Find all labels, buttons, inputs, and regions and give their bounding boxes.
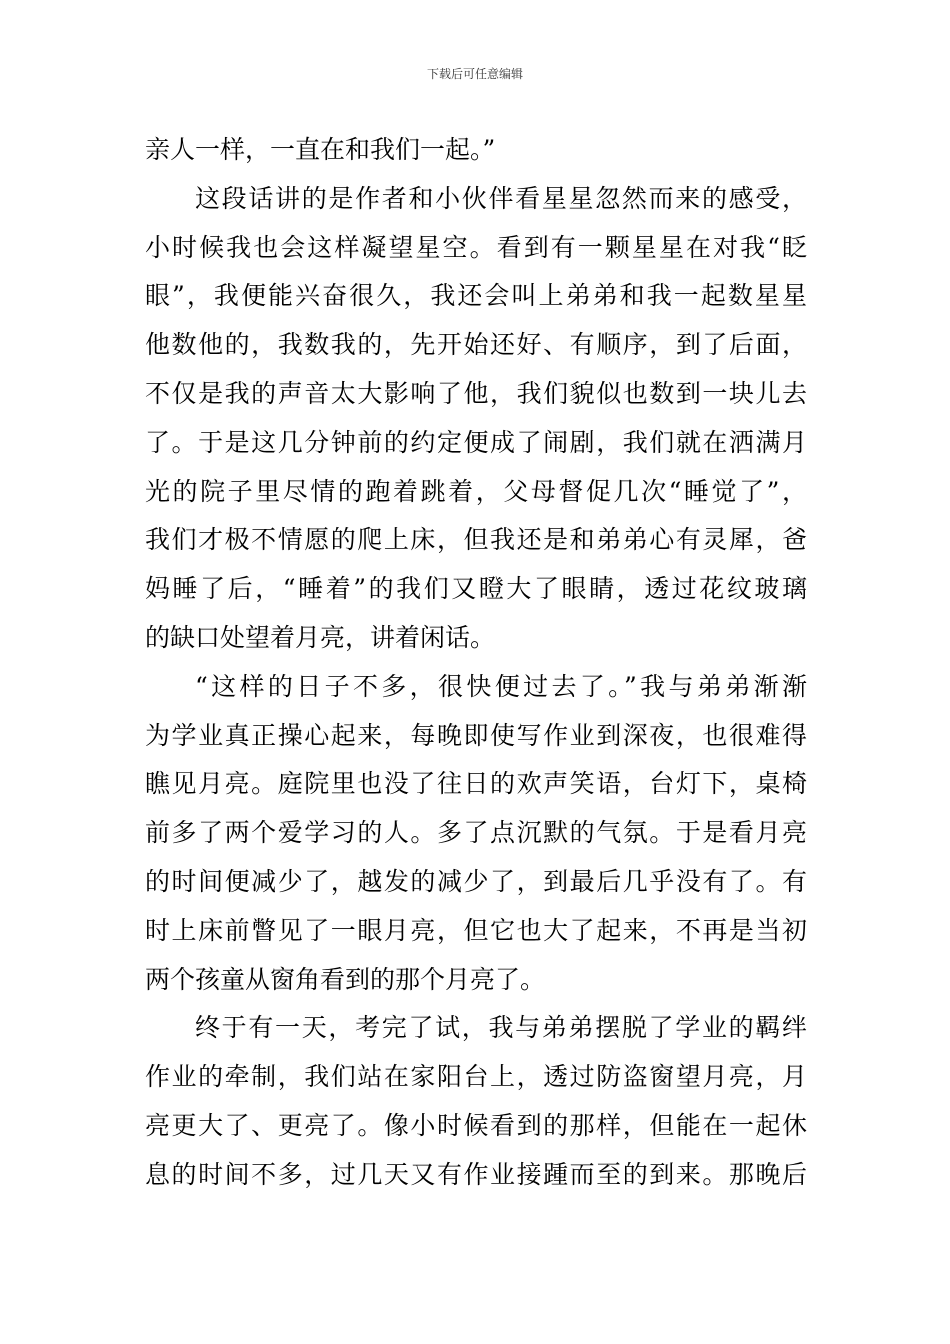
text-line: 小时候我也会这样凝望星空。看到有一颗星星在对我“眨: [145, 232, 807, 262]
text-line: 时上床前瞥见了一眼月亮，但它也大了起来，不再是当初: [145, 915, 807, 945]
body-text: [145, 126, 807, 1200]
text-line: 前多了两个爱学习的人。多了点沉默的气氛。于是看月亮: [145, 818, 807, 848]
text-line: 光的院子里尽情的跑着跳着，父母督促几次“睡觉了”，: [145, 476, 807, 506]
text-line: 两个孩童从窗角看到的那个月亮了。: [145, 964, 546, 994]
text-line: 为学业真正操心起来，每晚即使写作业到深夜，也很难得: [145, 720, 807, 750]
text-line: 亮更大了、更亮了。像小时候看到的那样，但能在一起休: [145, 1110, 807, 1140]
text-line: 不仅是我的声音太大影响了他，我们貌似也数到一块儿去: [145, 378, 807, 408]
text-line: 的时间便减少了，越发的减少了，到最后几乎没有了。有: [145, 866, 807, 896]
text-line: 妈睡了后，“睡着”的我们又瞪大了眼睛，透过花纹玻璃: [145, 574, 807, 604]
text-line: 眼”，我便能兴奋很久，我还会叫上弟弟和我一起数星星: [145, 281, 807, 311]
text-line: “这样的日子不多，很快便过去了。”我与弟弟渐渐: [195, 671, 807, 701]
text-line: 了。于是这几分钟前的约定便成了闹剧，我们就在洒满月: [145, 427, 807, 457]
text-line: 终于有一天，考完了试，我与弟弟摆脱了学业的羁绊: [195, 1013, 807, 1043]
page-header: 下载后可任意编辑: [426, 67, 523, 81]
text-line: 我们才极不情愿的爬上床，但我还是和弟弟心有灵犀，爸: [145, 525, 807, 555]
text-line: 亲人一样，一直在和我们一起。”: [145, 135, 496, 164]
text-line: 这段话讲的是作者和小伙伴看星星忽然而来的感受，: [195, 183, 807, 213]
text-line: 瞧见月亮。庭院里也没了往日的欢声笑语，台灯下，桌椅: [145, 769, 807, 799]
text-line: 他数他的，我数我的，先开始还好、有顺序，到了后面，: [145, 330, 807, 360]
text-line: 息的时间不多，过几天又有作业接踵而至的到来。那晚后: [145, 1159, 807, 1189]
text-line: 的缺口处望着月亮，讲着闲话。: [145, 622, 496, 652]
text-line: 作业的牵制，我们站在家阳台上，透过防盗窗望月亮，月: [145, 1062, 807, 1092]
